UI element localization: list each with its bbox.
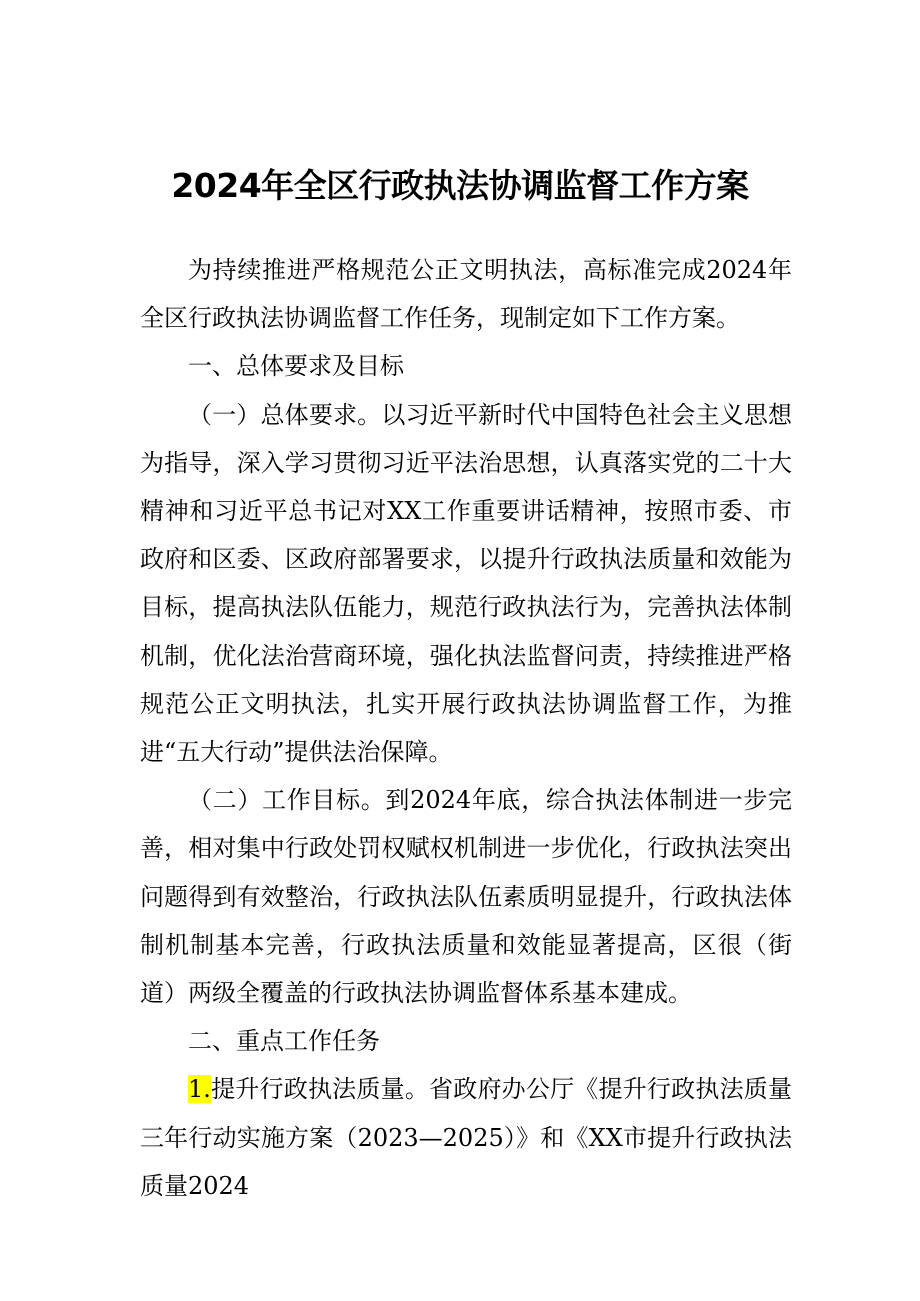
task-item-1 xyxy=(140,1065,792,1210)
paragraph-work-goals: （二）工作目标。到2024年底，综合执法体制进一步完善，相对集中行政处罚权赋权机制进一步优化，行政执法突出问题得到有效整治，行政执法队伍素质明显提升，行政执法体制机制基本完善，行政执法质量和效能显著提高，区很（街道）两级全覆盖的行政执法协调监督体系基本建成。 xyxy=(140,786,792,1008)
paragraph-overall-requirements: （一）总体要求。以习近平新时代中国特色社会主义思想为指导，深入学习贯彻习近平法治思想，认真落实党的二十大精神和习近平总书记对XX工作重要讲话精神，按照市委、市政府和区委、区政府部署要求，以提升行政执法质量和效能为目标，提高执法队伍能力，规范行政执法行为，完善执法体制机制，优化法治营商环境，强化执法监督问责，持续推进严格规范公正文明执法，扎实开展行政执法协调监督工作，为推进“五大行动”提供法治保障。 xyxy=(140,400,792,767)
intro-paragraph: 为持续推进严格规范公正文明执法，高标准完成2024年全区行政执法协调监督工作任务，现制定如下工作方案。 xyxy=(140,256,792,333)
document-body xyxy=(140,246,792,1210)
document-title: 2024年全区行政执法协调监督工作方案 xyxy=(171,166,749,205)
section-heading-key-tasks: 二、重点工作任务 xyxy=(188,1027,380,1056)
task-item-1-text: 提升行政执法质量。省政府办公厅《提升行政执法质量三年行动实施方案（2023—2025）》和《XX市提升行政执法质量2024 xyxy=(140,1075,792,1200)
section-heading-overall: 一、总体要求及目标 xyxy=(188,352,404,381)
highlighted-item-number: 1. xyxy=(188,1075,211,1104)
